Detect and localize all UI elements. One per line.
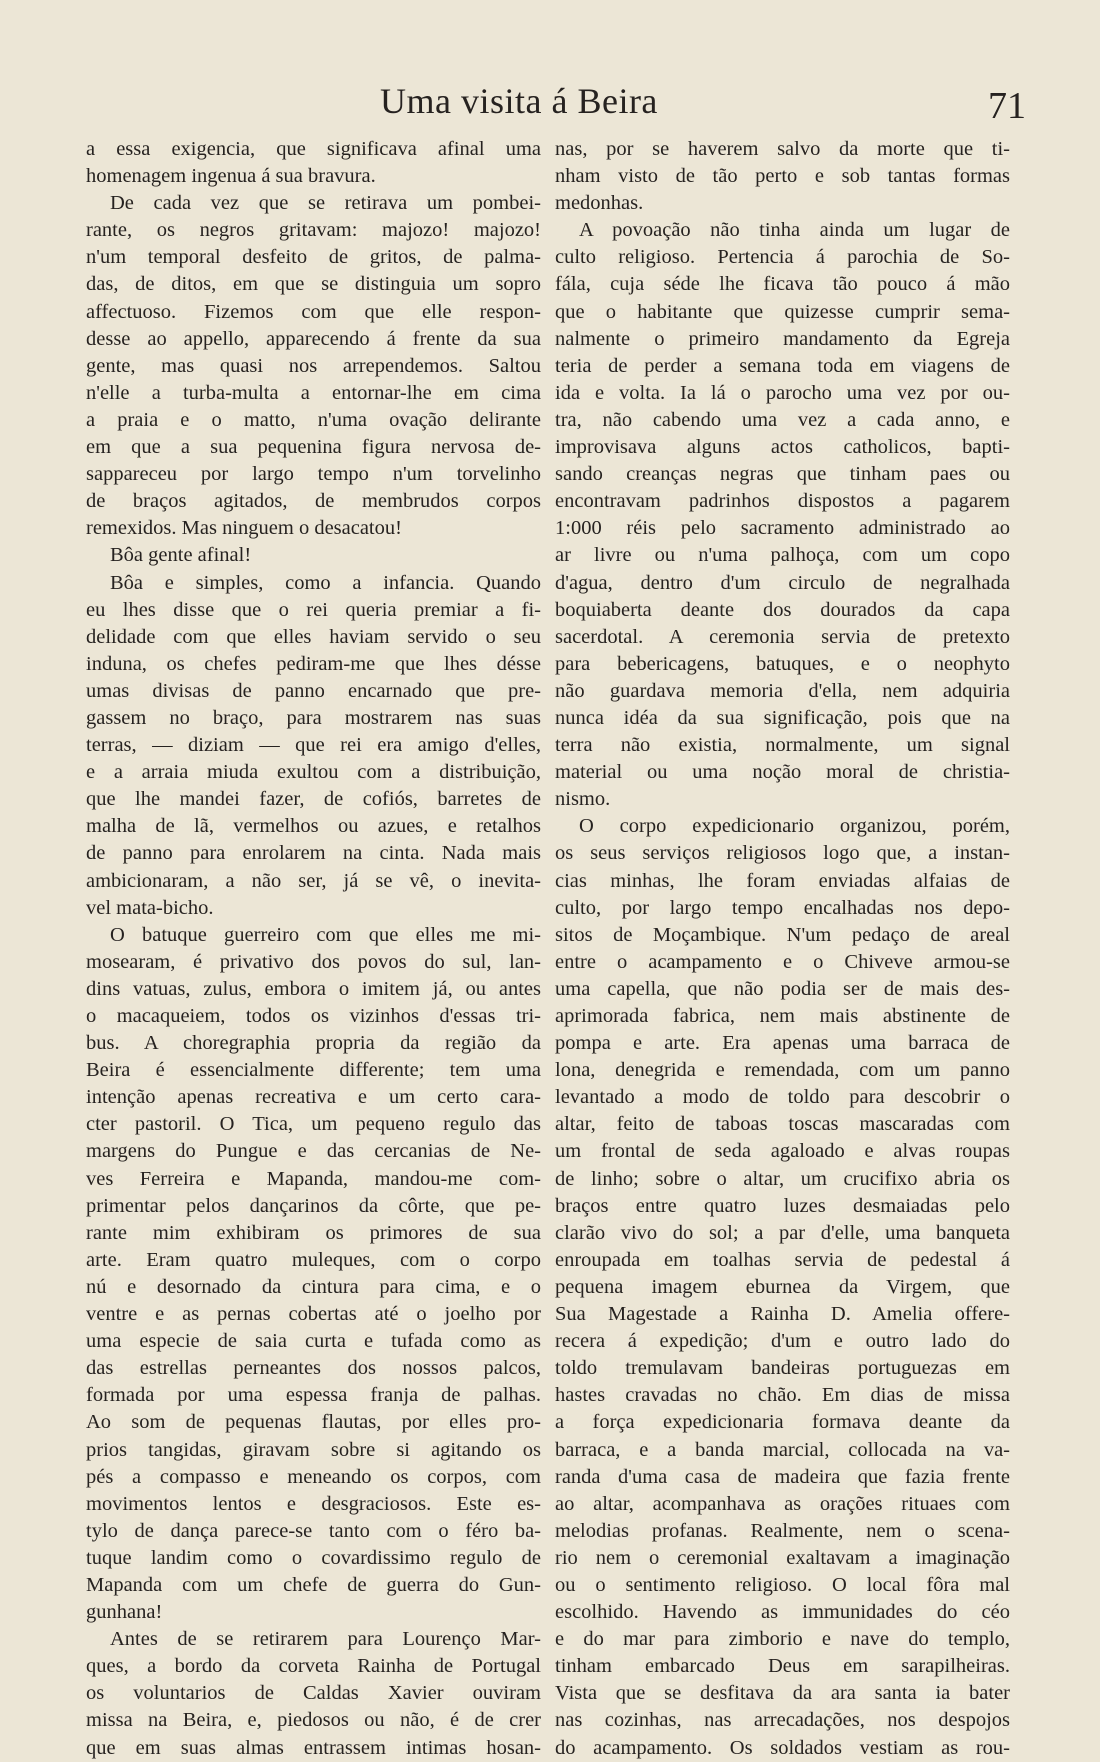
text-line: tinham embarcado Deus em sarapilheiras. <box>555 1655 1010 1678</box>
text-line: malha de lã, vermelhos ou azues, e retalhos <box>86 815 541 838</box>
text-line: ar livre ou n'uma palhoça, com um copo <box>555 544 1010 567</box>
text-line: improvisava alguns actos catholicos, bapti- <box>555 436 1010 459</box>
text-line: intenção apenas recreativa e um certo cara- <box>86 1086 541 1109</box>
text-line: das, de ditos, em que se distinguia um sopro <box>86 273 541 296</box>
text-line: em que a sua pequenina figura nervosa de- <box>86 436 541 459</box>
text-line: gunhana! <box>86 1601 163 1624</box>
text-line: 1:000 réis pelo sacramento administrado ao <box>555 517 1010 540</box>
text-line: nas, por se haverem salvo da morte que ti- <box>555 138 1010 160</box>
text-line: pompa e arte. Era apenas uma barraca de <box>555 1032 1010 1055</box>
text-line: barraca, e a banda marcial, collocada na va- <box>555 1438 1010 1461</box>
text-line: entre o acampamento e o Chiveve armou-se <box>555 950 1010 973</box>
text-line: ao altar, acompanhava as orações rituaes com <box>555 1492 1010 1515</box>
text-line: De cada vez que se retirava um pombei- <box>110 192 541 215</box>
text-line: randa d'uma casa de madeira que fazia frente <box>555 1465 1010 1488</box>
text-line: tylo de dança parece-se tanto com o féro ba- <box>86 1519 541 1542</box>
text-line: fála, cuja séde lhe ficava tão pouco á mão <box>555 273 1010 296</box>
text-line: eu lhes disse que o rei queria premiar a fi- <box>86 598 541 621</box>
text-line: n'um temporal desfeito de gritos, de palma- <box>86 246 541 269</box>
text-line: aprimorada fabrica, nem mais abstinente de <box>555 1005 1010 1027</box>
text-line: Antes de se retirarem para Lourenço Mar- <box>110 1628 541 1651</box>
text-line: cter pastoril. O Tica, um pequeno regulo das <box>86 1113 541 1136</box>
text-line: medonhas. <box>555 192 644 215</box>
text-line: O batuque guerreiro com que elles me mi- <box>110 923 541 946</box>
text-line: das estrellas perneantes dos nossos palcos, <box>86 1357 541 1380</box>
text-line: pequena imagem eburnea da Virgem, que <box>555 1275 1010 1298</box>
page-number: 71 <box>988 85 1026 127</box>
text-line: que em suas almas entrassem intimas hosan- <box>86 1736 541 1759</box>
text-line: formada por uma espessa franja de palhas. <box>86 1384 541 1407</box>
text-line: lona, denegrida e remendada, com um panno <box>555 1059 1010 1082</box>
text-line: nú e desornado da cintura para cima, e o <box>86 1275 541 1298</box>
text-line: culto, por largo tempo encalhadas nos depo- <box>555 896 1010 919</box>
text-line: terras, — diziam — que rei era amigo d'elles, <box>86 734 541 757</box>
text-line: primentar pelos dançarinos da côrte, que pe- <box>86 1194 541 1217</box>
text-line: a praia e o matto, n'uma ovação delirante <box>86 408 541 431</box>
text-line: hastes cravadas no chão. Em dias de missa <box>555 1384 1010 1407</box>
text-line: nalmente o primeiro mandamento da Egreja <box>555 327 1010 350</box>
text-line: para bebericagens, batuques, e o neophyto <box>555 652 1010 675</box>
text-line: pés a compasso e meneando os corpos, com <box>86 1465 541 1488</box>
text-line: ida e volta. Ia lá o parocho uma vez por ou- <box>555 381 1010 404</box>
text-line: material ou uma noção moral de christia- <box>555 761 1010 784</box>
text-line: delidade com que elles haviam servido o seu <box>86 625 541 648</box>
text-line: missa na Beira, e, piedosos ou não, é de crer <box>86 1709 541 1732</box>
text-line: prios tangidas, giravam sobre si agitando os <box>86 1438 541 1461</box>
text-line: Sua Magestade a Rainha D. Amelia offere- <box>555 1303 1010 1326</box>
text-line: rante, os negros gritavam: majozo! majozo! <box>86 219 541 242</box>
text-line: a força expedicionaria formava deante da <box>555 1411 1010 1434</box>
text-line: culto religioso. Pertencia á parochia de So- <box>555 246 1010 269</box>
text-line: Vista que se desfitava da ara santa ia bater <box>555 1682 1010 1705</box>
running-title: Uma visita á Beira <box>380 81 658 121</box>
text-line: rio nem o ceremonial exaltavam a imaginação <box>555 1546 1010 1569</box>
text-line: O corpo expedicionario organizou, porém, <box>579 815 1010 838</box>
text-line: ves Ferreira e Mapanda, mandou-me com- <box>86 1167 541 1190</box>
text-line: de panno para enrolarem na cinta. Nada mais <box>86 842 541 865</box>
left-column <box>86 136 541 1762</box>
text-line: não guardava memoria d'ella, nem adquiria <box>555 679 1010 702</box>
text-line: Beira é essencialmente differente; tem uma <box>86 1059 541 1082</box>
text-line: uma capella, que não podia ser de mais des- <box>555 977 1010 1000</box>
page-header <box>0 78 1100 128</box>
text-line: que lhe mandei fazer, de cofiós, barretes de <box>86 788 541 811</box>
text-line: nham visto de tão perto e sob tantas formas <box>555 165 1010 188</box>
text-line: ambicionaram, a não ser, já se vê, o inevita- <box>86 869 541 892</box>
text-line: tuque landim como o covardissimo regulo de <box>86 1546 541 1569</box>
text-line: rante mim exhibiram os primores de sua <box>86 1221 541 1244</box>
text-line: affectuoso. Fizemos com que elle respon- <box>86 300 541 323</box>
text-line: de linho; sobre o altar, um crucifixo abria os <box>555 1167 1010 1190</box>
text-line: que o habitante que quizesse cumprir sema- <box>555 300 1010 323</box>
text-line: Bôa gente afinal! <box>110 544 252 567</box>
text-line: melodias profanas. Realmente, nem o scena- <box>555 1519 1010 1542</box>
text-line: Bôa e simples, como a infancia. Quando <box>110 571 541 594</box>
text-line: ques, a bordo da corveta Rainha de Portugal <box>86 1655 541 1678</box>
text-line: clarão vivo do sol; a par d'elle, uma banqueta <box>555 1221 1010 1244</box>
text-line: arte. Eram quatro muleques, com o corpo <box>86 1248 541 1271</box>
text-line: A povoação não tinha ainda um lugar de <box>579 219 1010 242</box>
text-line: gente, mas quasi nos arrependemos. Saltou <box>86 354 541 377</box>
text-line: sappareceu por largo tempo n'um torvelinho <box>86 463 541 486</box>
text-line: boquiaberta deante dos dourados da capa <box>555 598 1010 621</box>
text-line: sitos de Moçambique. N'um pedaço de areal <box>555 923 1010 946</box>
text-line: tra, não cabendo uma vez a cada anno, e <box>555 408 1010 431</box>
text-line: os voluntarios de Caldas Xavier ouviram <box>86 1682 541 1705</box>
text-line: homenagem ingenua á sua bravura. <box>86 165 376 188</box>
text-line: ou o sentimento religioso. O local fôra mal <box>555 1573 1010 1596</box>
text-line: umas divisas de panno encarnado que pre- <box>86 679 541 702</box>
text-line: remexidos. Mas ninguem o desacatou! <box>86 517 402 540</box>
text-line: escolhido. Havendo as immunidades do céo <box>555 1601 1010 1624</box>
text-line: terra não existia, normalmente, um signal <box>555 734 1010 757</box>
text-line: um frontal de seda agaloado e alvas roupas <box>555 1140 1010 1163</box>
text-line: encontravam padrinhos dispostos a pagarem <box>555 490 1010 513</box>
text-line: e a arraia miuda exultou com a distribuição, <box>86 761 541 784</box>
text-line: braços entre quatro luzes desmaiadas pelo <box>555 1194 1010 1217</box>
text-line: nas cozinhas, nas arrecadações, nos despojos <box>555 1709 1010 1732</box>
text-line: sando creanças negras que tinham paes ou <box>555 463 1010 486</box>
text-line: sacerdotal. A ceremonia servia de pretexto <box>555 625 1010 648</box>
text-line: enroupada em toalhas servia de pedestal á <box>555 1248 1010 1271</box>
text-line: levantado a modo de toldo para descobrir o <box>555 1086 1010 1109</box>
text-line: movimentos lentos e desgraciosos. Este es- <box>86 1492 541 1515</box>
text-line: uma especie de saia curta e tufada como as <box>86 1330 541 1353</box>
text-line: a essa exigencia, que significava afinal uma <box>86 138 541 160</box>
text-line: vel mata-bicho. <box>86 896 214 919</box>
text-line: Ao som de pequenas flautas, por elles pro- <box>86 1411 541 1434</box>
text-line: altar, feito de taboas toscas mascaradas com <box>555 1113 1010 1136</box>
text-line: o macaqueiem, todos os vizinhos d'essas tri- <box>86 1005 541 1027</box>
text-line: de braços agitados, de membrudos corpos <box>86 490 541 513</box>
text-line: Mapanda com um chefe de guerra do Gun- <box>86 1573 541 1596</box>
right-column <box>555 136 1010 1762</box>
text-line: bus. A choregraphia propria da região da <box>86 1032 541 1055</box>
text-line: cias minhas, lhe foram enviadas alfaias de <box>555 869 1010 892</box>
text-line: n'elle a turba-multa a entornar-lhe em cima <box>86 381 541 404</box>
text-line: recera á expedição; d'um e outro lado do <box>555 1330 1010 1353</box>
text-line: nunca idéa da sua significação, pois que na <box>555 706 1010 729</box>
text-line: dins vatuas, zulus, embora o imitem já, ou antes <box>86 977 541 1000</box>
text-line: toldo tremulavam bandeiras portuguezas em <box>555 1357 1010 1380</box>
text-line: os seus serviços religiosos logo que, a instan- <box>555 842 1010 865</box>
text-line: d'agua, dentro d'um circulo de negralhada <box>555 571 1010 594</box>
text-line: margens do Pungue e das cercanias de Ne- <box>86 1140 541 1163</box>
text-line: do acampamento. Os soldados vestiam as rou- <box>555 1736 1010 1759</box>
text-line: mosearam, é privativo dos povos do sul, lan- <box>86 950 541 973</box>
text-line: e do mar para zimborio e nave do templo, <box>555 1628 1010 1651</box>
text-line: teria de perder a semana toda em viagens de <box>555 354 1010 377</box>
text-line: induna, os chefes pediram-me que lhes désse <box>86 652 541 675</box>
text-line: gassem no braço, para mostrarem nas suas <box>86 706 541 729</box>
text-line: ventre e as pernas cobertas até o joelho por <box>86 1303 541 1326</box>
text-line: desse ao appello, apparecendo á frente da sua <box>86 327 541 350</box>
text-line: nismo. <box>555 788 611 811</box>
